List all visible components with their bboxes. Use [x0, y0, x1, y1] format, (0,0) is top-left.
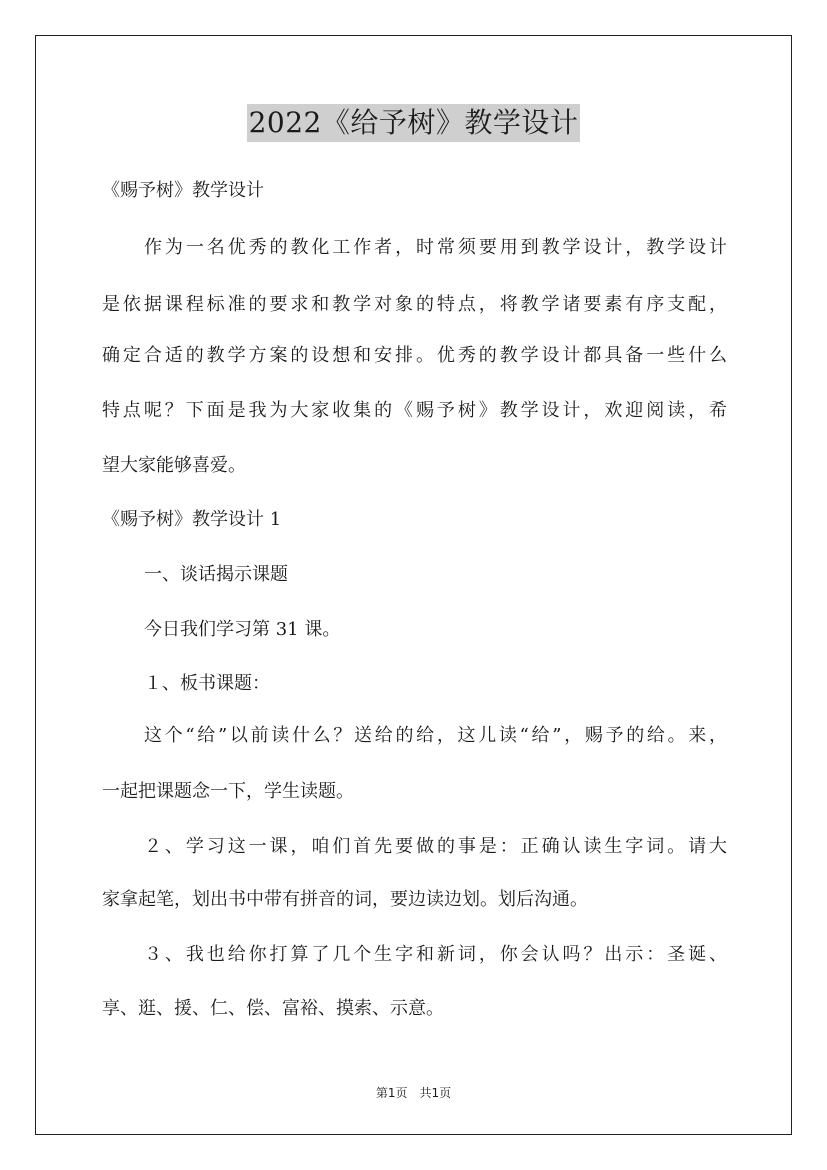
paragraph-line: 确定合适的教学方案的设想和安排。优秀的教学设计都具备一些什么 [102, 345, 727, 366]
step-heading: 一、谈话揭示课题 [144, 564, 288, 585]
paragraph-line: 今日我们学习第 31 课。 [144, 619, 341, 640]
subtitle-line: 《赐予树》教学设计 [102, 180, 264, 201]
paragraph-line: 这个“给”以前读什么？送给的给，这儿读“给”，赐予的给。来， [144, 725, 727, 746]
paragraph-line: 一起把课题念一下，学生读题。 [102, 781, 354, 802]
page-number-footer: 第1页 共1页 [375, 1086, 452, 1100]
list-item: １、板书课题： [144, 673, 270, 694]
paragraph-line: 享、逛、援、仁、偿、富裕、摸索、示意。 [102, 998, 444, 1019]
list-item: ２、学习这一课，咱们首先要做的事是：正确认读生字词。请大 [144, 836, 727, 857]
section-heading: 《赐予树》教学设计 1 [102, 509, 282, 530]
document-title-wrapper [0, 104, 827, 142]
paragraph-line: 是依据课程标准的要求和教学对象的特点，将教学诸要素有序支配， [102, 294, 727, 315]
list-item: ３、我也给你打算了几个生字和新词，你会认吗？出示：圣诞、 [144, 944, 727, 965]
paragraph-line: 家拿起笔，划出书中带有拼音的词，要边读边划。划后沟通。 [102, 889, 588, 910]
paragraph-line: 特点呢？下面是我为大家收集的《赐予树》教学设计，欢迎阅读，希 [102, 400, 727, 421]
document-title: 2022《给予树》教学设计 [247, 104, 581, 142]
paragraph-line: 作为一名优秀的教化工作者，时常须要用到教学设计，教学设计 [144, 237, 727, 258]
paragraph-line: 望大家能够喜爱。 [102, 455, 246, 476]
